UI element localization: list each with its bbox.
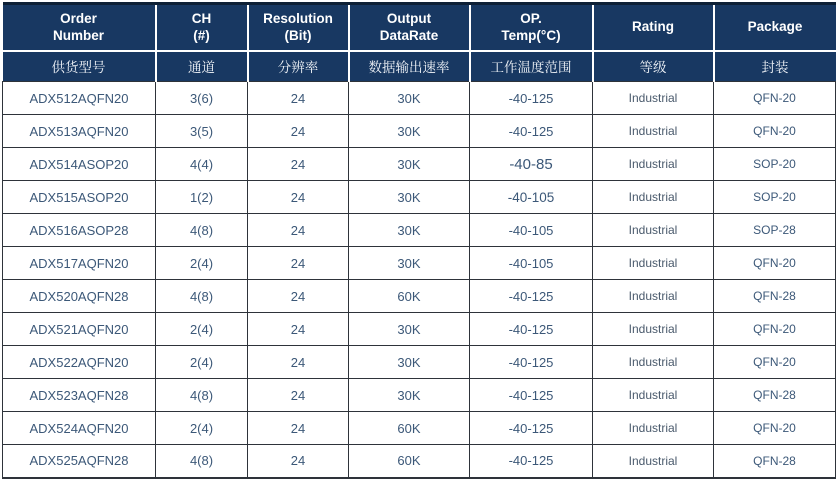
cell-rating: Industrial: [593, 82, 714, 115]
cell-resolution: 24: [248, 181, 349, 214]
table-row: [3, 379, 836, 412]
cell-package: QFN-20: [714, 346, 836, 379]
col-header-resolution-line2: (Bit): [284, 28, 312, 44]
col-header-resolution: [248, 4, 349, 51]
cell-resolution: 24: [248, 115, 349, 148]
col-header-ch-line2: (#): [193, 28, 210, 44]
cell-datarate: 30K: [349, 82, 470, 115]
cell-temp: -40-125: [470, 412, 593, 445]
cell-order-number: ADX515ASOP20: [3, 181, 156, 214]
table-row: [3, 412, 836, 445]
cell-temp: -40-125: [470, 82, 593, 115]
col-header-output-datarate-line2: DataRate: [379, 28, 439, 44]
header-row-chinese: [3, 51, 836, 82]
table-row: [3, 247, 836, 280]
cell-ch: 3(5): [156, 115, 248, 148]
cell-package: QFN-20: [714, 82, 836, 115]
col-header-package-line1: Package: [747, 19, 803, 35]
header-row-english: [3, 4, 836, 51]
col-subheader-order-number: 供货型号: [3, 51, 156, 82]
cell-ch: 4(8): [156, 280, 248, 313]
cell-resolution: 24: [248, 346, 349, 379]
table-row: [3, 82, 836, 115]
cell-order-number: ADX525AQFN28: [3, 445, 156, 478]
cell-temp: -40-105: [470, 181, 593, 214]
cell-package: SOP-20: [714, 181, 836, 214]
cell-package: QFN-28: [714, 280, 836, 313]
table-body: [3, 82, 836, 478]
cell-resolution: 24: [248, 445, 349, 478]
table-row: [3, 214, 836, 247]
cell-rating: Industrial: [593, 247, 714, 280]
col-header-rating-line1: Rating: [632, 19, 674, 35]
cell-datarate: 30K: [349, 181, 470, 214]
cell-rating: Industrial: [593, 313, 714, 346]
cell-rating: Industrial: [593, 115, 714, 148]
cell-resolution: 24: [248, 313, 349, 346]
col-header-order-number-line2: Number: [52, 28, 104, 44]
spec-table: [2, 2, 836, 479]
col-header-ch-line1: CH: [191, 10, 212, 26]
col-header-output-datarate: [349, 4, 470, 51]
cell-datarate: 30K: [349, 379, 470, 412]
cell-resolution: 24: [248, 148, 349, 181]
cell-ch: 4(8): [156, 379, 248, 412]
table-row: [3, 346, 836, 379]
cell-ch: 3(6): [156, 82, 248, 115]
col-subheader-ch: 通道: [156, 51, 248, 82]
col-header-op-temp-line2: Temp(°C): [501, 28, 561, 44]
cell-datarate: 60K: [349, 412, 470, 445]
cell-resolution: 24: [248, 412, 349, 445]
col-header-op-temp-line1: OP.: [520, 10, 542, 26]
cell-order-number: ADX513AQFN20: [3, 115, 156, 148]
col-header-ch: [156, 4, 248, 51]
cell-order-number: ADX521AQFN20: [3, 313, 156, 346]
col-header-output-datarate-line1: Output: [386, 10, 432, 26]
cell-temp: -40-105: [470, 214, 593, 247]
cell-datarate: 30K: [349, 214, 470, 247]
cell-order-number: ADX516ASOP28: [3, 214, 156, 247]
cell-ch: 1(2): [156, 181, 248, 214]
cell-resolution: 24: [248, 82, 349, 115]
cell-resolution: 24: [248, 247, 349, 280]
col-header-op-temp: [470, 4, 593, 51]
cell-order-number: ADX514ASOP20: [3, 148, 156, 181]
cell-temp: -40-125: [470, 115, 593, 148]
cell-ch: 2(4): [156, 346, 248, 379]
col-header-package: [714, 4, 836, 51]
table-row: [3, 313, 836, 346]
cell-package: QFN-20: [714, 412, 836, 445]
cell-rating: Industrial: [593, 445, 714, 478]
cell-rating: Industrial: [593, 346, 714, 379]
col-subheader-rating: 等级: [593, 51, 714, 82]
cell-order-number: ADX517AQFN20: [3, 247, 156, 280]
cell-rating: Industrial: [593, 148, 714, 181]
cell-temp: -40-125: [470, 313, 593, 346]
table-row: [3, 115, 836, 148]
cell-temp: -40-85: [470, 148, 593, 181]
cell-ch: 2(4): [156, 313, 248, 346]
col-header-resolution-line1: Resolution: [263, 10, 333, 26]
cell-ch: 4(4): [156, 148, 248, 181]
cell-order-number: ADX523AQFN28: [3, 379, 156, 412]
table-row: [3, 280, 836, 313]
cell-rating: Industrial: [593, 379, 714, 412]
cell-temp: -40-125: [470, 379, 593, 412]
table-row: [3, 445, 836, 478]
cell-ch: 4(8): [156, 445, 248, 478]
cell-resolution: 24: [248, 379, 349, 412]
cell-temp: -40-125: [470, 280, 593, 313]
col-header-order-number: [3, 4, 156, 51]
col-subheader-output-datarate: 数据输出速率: [349, 51, 470, 82]
cell-package: QFN-20: [714, 115, 836, 148]
col-subheader-resolution: 分辨率: [248, 51, 349, 82]
cell-order-number: ADX520AQFN28: [3, 280, 156, 313]
cell-package: QFN-28: [714, 445, 836, 478]
cell-ch: 4(8): [156, 214, 248, 247]
cell-datarate: 30K: [349, 313, 470, 346]
table-row: [3, 148, 836, 181]
cell-datarate: 30K: [349, 247, 470, 280]
cell-package: SOP-28: [714, 214, 836, 247]
cell-ch: 2(4): [156, 412, 248, 445]
col-subheader-package: 封装: [714, 51, 836, 82]
col-header-rating: [593, 4, 714, 51]
cell-package: QFN-20: [714, 247, 836, 280]
cell-datarate: 60K: [349, 280, 470, 313]
cell-datarate: 30K: [349, 115, 470, 148]
table-header: [3, 4, 836, 82]
cell-datarate: 30K: [349, 148, 470, 181]
cell-temp: -40-105: [470, 247, 593, 280]
cell-package: SOP-20: [714, 148, 836, 181]
cell-datarate: 60K: [349, 445, 470, 478]
cell-datarate: 30K: [349, 346, 470, 379]
cell-resolution: 24: [248, 214, 349, 247]
cell-rating: Industrial: [593, 280, 714, 313]
col-header-order-number-line1: Order: [60, 10, 97, 26]
cell-package: QFN-20: [714, 313, 836, 346]
cell-temp: -40-125: [470, 445, 593, 478]
cell-ch: 2(4): [156, 247, 248, 280]
cell-package: QFN-28: [714, 379, 836, 412]
cell-order-number: ADX522AQFN20: [3, 346, 156, 379]
cell-rating: Industrial: [593, 214, 714, 247]
cell-order-number: ADX524AQFN20: [3, 412, 156, 445]
cell-temp: -40-125: [470, 346, 593, 379]
cell-order-number: ADX512AQFN20: [3, 82, 156, 115]
col-subheader-op-temp: 工作温度范围: [470, 51, 593, 82]
cell-resolution: 24: [248, 280, 349, 313]
table-row: [3, 181, 836, 214]
cell-rating: Industrial: [593, 412, 714, 445]
cell-rating: Industrial: [593, 181, 714, 214]
